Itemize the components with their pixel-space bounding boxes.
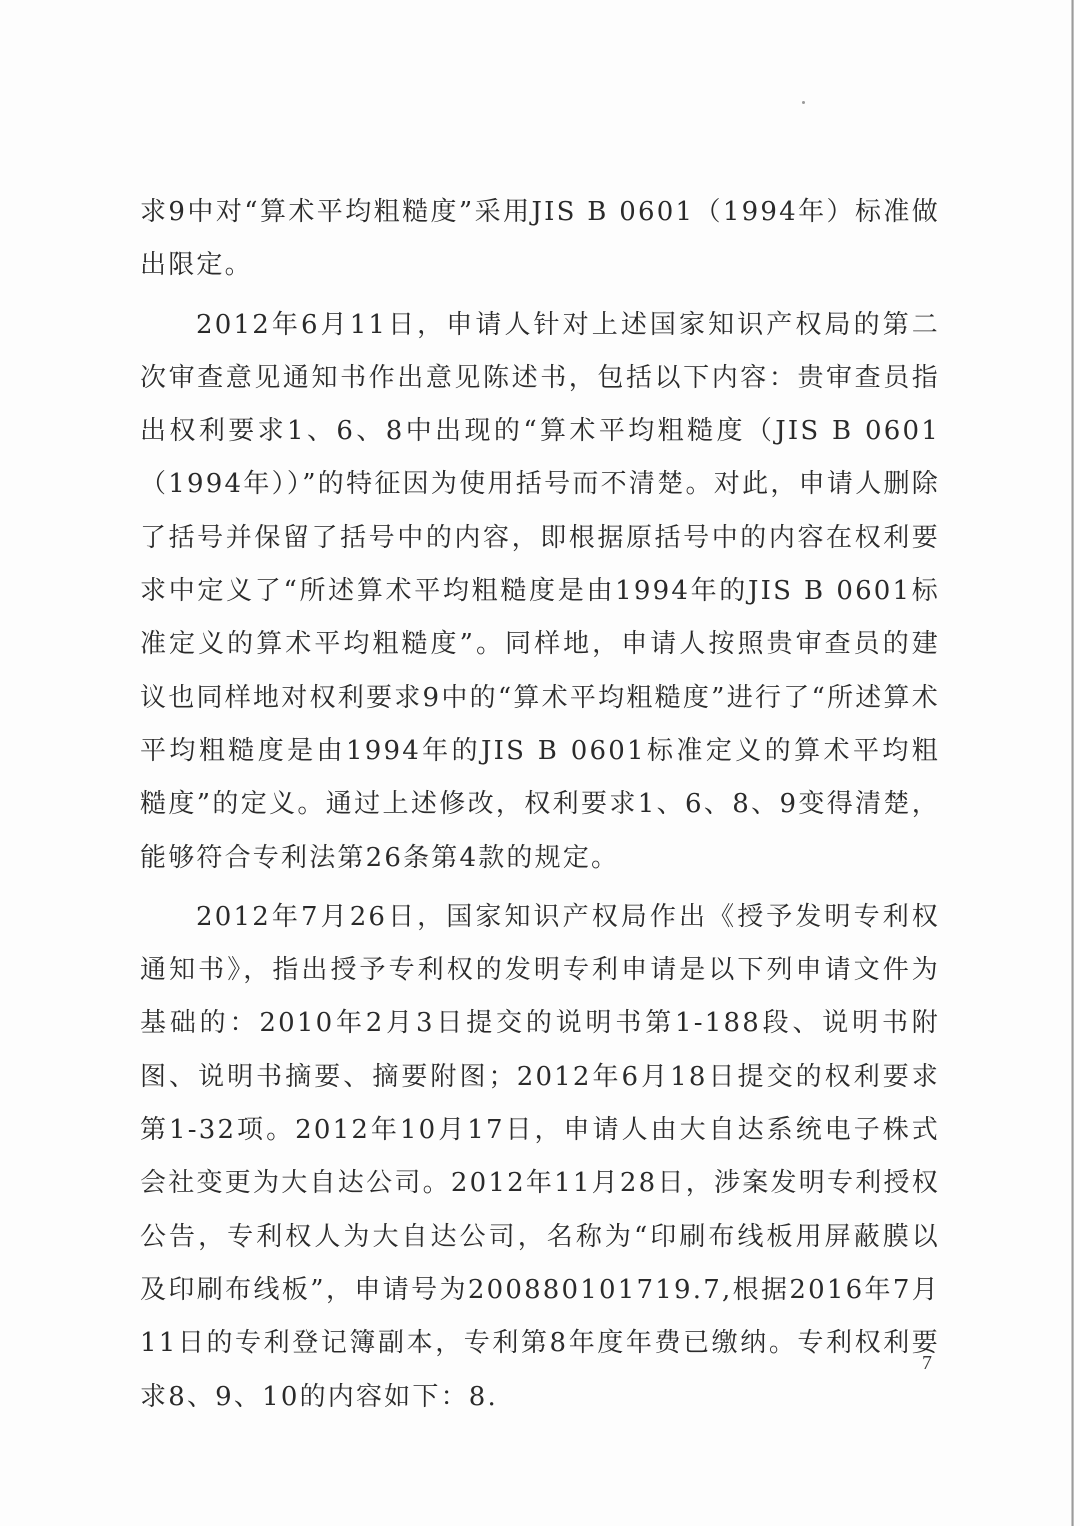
paragraph-opinion-statement: 2012年6月11日，申请人针对上述国家知识产权局的第二次审查意见通知书作出意见陈述书，包括以下内容：贵审查员指出权利要求1、6、8中出现的“算术平均粗糙度（JIS B 0601（1994年））”的特征因为使用括号而不清楚。对此，申请人删除了括号并保留了括号中的内容，即根据原括号中的内容在权利要求中定义了“所述算术平均粗糙度是由1994年的JIS B 0601标准定义的算术平均粗糙度”。同样地，申请人按照贵审查员的建议也同样地对权利要求9中的“算术平均粗糙度”进行了“所述算术平均粗糙度是由1994年的JIS B 0601标准定义的算术平均粗糙度”的定义。通过上述修改，权利要求1、6、8、9变得清楚，能够符合专利法第26条第4款的规定。 bbox=[140, 309, 940, 873]
paragraph-continuation: 求9中对“算术平均粗糙度”采用JIS B 0601（1994年）标准做出限定。 bbox=[140, 197, 940, 281]
page-number: 7 bbox=[922, 1352, 932, 1374]
scan-edge-shadow bbox=[1071, 0, 1074, 1526]
paragraph-grant-notice: 2012年7月26日，国家知识产权局作出《授予发明专利权通知书》，指出授予专利权的发明专利申请是以下列申请文件为基础的：2010年2月3日提交的说明书第1-188段、说明书附图、说明书摘要、摘要附图；2012年6月18日提交的权利要求第1-32项。2012年10月17日，申请人由大自达系统电子株式会社变更为大自达公司。2012年11月28日，涉案发明专利授权公告，专利权人为大自达公司，名称为“印刷布线板用屏蔽膜以及印刷布线板”，申请号为200880101719.7,根据2016年7月11日的专利登记簿副本，专利第8年度年费已缴纳。专利权利要求8、9、10的内容如下：8. bbox=[140, 901, 940, 1412]
document-body bbox=[140, 186, 940, 1430]
scan-speck bbox=[802, 101, 805, 104]
